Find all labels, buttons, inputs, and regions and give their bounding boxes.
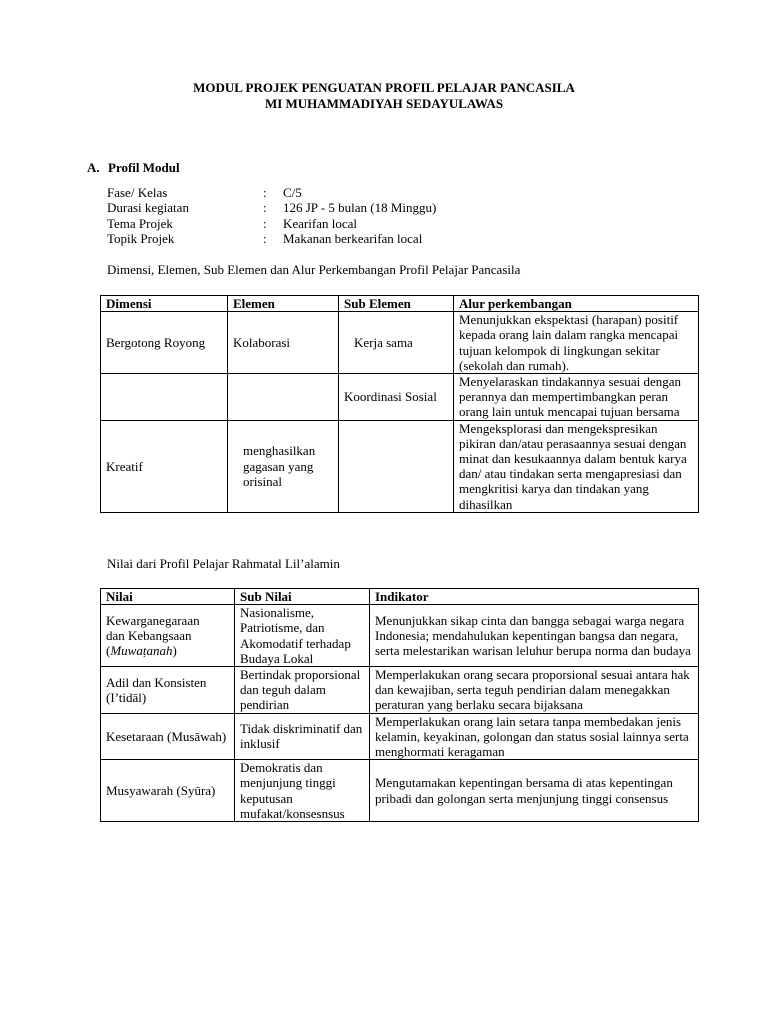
cell-elemen: [228, 374, 339, 421]
info-value: Makanan berkearifan local: [283, 230, 423, 246]
cell-sub-nilai: Tidak diskriminatif dan inklusif: [235, 713, 370, 760]
cell-indikator: Menunjukkan sikap cinta dan bangga sebagai warga negara Indonesia; mendahulukan kepentingan bangsa dan negara, serta melestarikan warisan leluhur berupa norma dan budaya: [370, 605, 699, 667]
table-header-row: [101, 589, 699, 605]
info-value: Kearifan local: [283, 215, 357, 231]
cell-alur: Menunjukkan ekspektasi (harapan) positif kepada orang lain dalam rangka mencapai tujuan kelompok di lingkungan sekitar (sekolah dan rumah).: [454, 312, 699, 374]
header-dimensi: Dimensi: [101, 296, 228, 312]
profile-info-list: [107, 185, 436, 246]
nilai-text: (: [106, 643, 111, 659]
cell-dimensi: Kreatif: [101, 420, 228, 512]
cell-sub-nilai: Demokratis dan menjunjung tinggi keputusan mufakat/konsesnsus: [235, 760, 370, 822]
info-value: 126 JP - 5 bulan (18 Minggu): [283, 200, 437, 216]
table-header-row: [101, 296, 699, 312]
dimensi-table: [100, 295, 699, 513]
cell-nilai: Kesetaraan (Musāwah): [101, 713, 235, 760]
table-row: [101, 374, 699, 421]
table-row: [101, 760, 699, 822]
section-letter: A.: [87, 160, 100, 175]
header-sub-nilai: Sub Nilai: [235, 589, 370, 605]
cell-sub-nilai: Nasionalisme, Patriotisme, dan Akomodatif terhadap Budaya Lokal: [235, 605, 370, 667]
cell-sub-elemen: Kerja sama: [339, 312, 454, 374]
cell-indikator: Memperlakukan orang lain setara tanpa membedakan jenis kelamin, keyakinan, golongan dan status sosial lainnya serta menghormati keragaman: [370, 713, 699, 760]
header-indikator: Indikator: [370, 589, 699, 605]
info-row: [107, 216, 436, 231]
cell-sub-nilai: Bertindak proporsional dan teguh dalam pendirian: [235, 667, 370, 714]
table-row: [101, 605, 699, 667]
title-line-1: MODUL PROJEK PENGUATAN PROFIL PELAJAR PANCASILA: [193, 80, 575, 95]
nilai-italic-text: Muwaṭanah: [110, 643, 173, 659]
section-a-heading: [87, 160, 180, 175]
cell-nilai: Adil dan Konsisten (I’tidāl): [101, 667, 235, 714]
cell-elemen: Kolaborasi: [228, 312, 339, 374]
info-row: [107, 185, 436, 200]
table-row: [101, 312, 699, 374]
cell-nilai: Musyawarah (Syūra): [101, 760, 235, 822]
info-sep: :: [263, 230, 267, 246]
info-key: Topik Projek: [107, 230, 175, 246]
table1-caption: Dimensi, Elemen, Sub Elemen dan Alur Perkembangan Profil Pelajar Pancasila: [107, 262, 521, 277]
cell-elemen: menghasilkan gagasan yang orisinal: [228, 420, 339, 512]
info-row: [107, 231, 436, 246]
section-title: Profil Modul: [108, 160, 180, 175]
cell-dimensi: [101, 374, 228, 421]
info-value: C/5: [283, 185, 302, 200]
nilai-text: dan Kebangsaan: [106, 628, 192, 643]
cell-indikator: Memperlakukan orang secara proporsional sesuai antara hak dan kewajiban, serta teguh pendirian dalam menegakkan peraturan yang berlaku secara bijaksana: [370, 667, 699, 714]
table-row: [101, 667, 699, 714]
header-nilai: Nilai: [101, 589, 235, 605]
cell-dimensi: Bergotong Royong: [101, 312, 228, 374]
title-line-2: MI MUHAMMADIYAH SEDAYULAWAS: [264, 96, 504, 111]
nilai-text: ): [172, 643, 177, 659]
header-elemen: Elemen: [228, 296, 339, 312]
info-key: Fase/ Kelas: [107, 185, 168, 200]
table-row: [101, 420, 699, 512]
cell-indikator: Mengutamakan kepentingan bersama di atas kepentingan pribadi dan golongan serta menjunjung tinggi consensus: [370, 760, 699, 822]
cell-alur: Mengeksplorasi dan mengekspresikan pikiran dan/atau perasaannya sesuai dengan minat dan kesukaannya dalam bentuk karya dan/ atau tindakan serta mengapresiasi dan mengkritisi karya dan tindakan yang dihasilkan: [454, 420, 699, 512]
cell-alur: Menyelaraskan tindakannya sesuai dengan perannya dan mempertimbangkan peran orang lain untuk mencapai tujuan bersama: [454, 374, 699, 421]
info-key: Durasi kegiatan: [107, 200, 189, 216]
table2-caption: Nilai dari Profil Pelajar Rahmatal Lil’alamin: [107, 556, 340, 571]
nilai-table: [100, 588, 699, 822]
cell-sub-elemen: Koordinasi Sosial: [339, 374, 454, 421]
cell-sub-elemen: [339, 420, 454, 512]
table-row: [101, 713, 699, 760]
info-sep: :: [263, 185, 267, 200]
info-sep: :: [263, 200, 267, 216]
header-sub-elemen: Sub Elemen: [339, 296, 454, 312]
cell-nilai: [101, 605, 235, 667]
info-row: [107, 200, 436, 215]
nilai-text: Kewarganegaraan: [106, 612, 200, 628]
info-sep: :: [263, 215, 267, 231]
header-alur: Alur perkembangan: [454, 296, 699, 312]
info-key: Tema Projek: [107, 215, 173, 231]
document-title: [0, 80, 768, 112]
